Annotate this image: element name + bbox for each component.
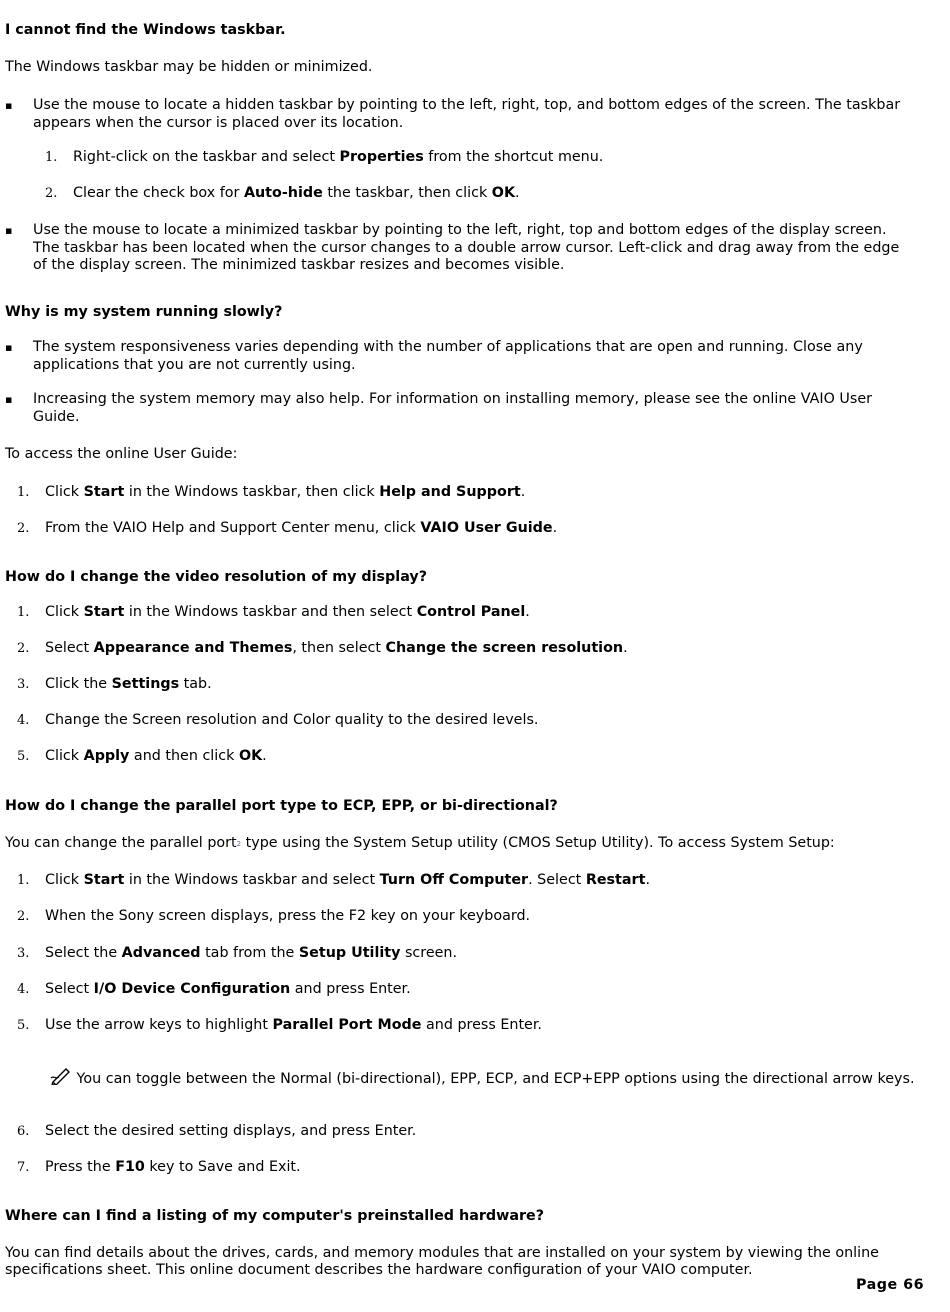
parallel-intro: You can change the parallel port2 type using the System Setup utility (CMOS Setup Utility). To access System Setup:	[5, 835, 835, 851]
step-text: Select I/O Device Configuration and press Enter.	[45, 981, 411, 997]
step-text: Click Start in the Windows taskbar and then select Control Panel.	[45, 604, 530, 620]
note-text: You can toggle between the Normal (bi-directional), EPP, ECP, and ECP+EPP options using the directional arrow keys.	[72, 1071, 915, 1087]
footnote-link[interactable]: 2	[236, 840, 242, 848]
step-text: Select the desired setting displays, and press Enter.	[45, 1123, 417, 1139]
step-text: Clear the check box for Auto-hide the taskbar, then click OK.	[73, 185, 520, 201]
taskbar-intro: The Windows taskbar may be hidden or minimized.	[5, 59, 373, 75]
step-number: 6.	[17, 1124, 30, 1139]
step-text: Click the Settings tab.	[45, 676, 212, 692]
step-number: 4.	[17, 982, 30, 997]
step-text: Right-click on the taskbar and select Properties from the shortcut menu.	[73, 149, 604, 165]
step-number: 3.	[17, 946, 30, 961]
heading-parallel: How do I change the parallel port type to ECP, EPP, or bi-directional?	[5, 798, 558, 814]
step-number: 3.	[17, 677, 30, 692]
heading-slow: Why is my system running slowly?	[5, 304, 283, 320]
step-text: Click Apply and then click OK.	[45, 748, 267, 764]
step-number: 1.	[17, 485, 30, 500]
step-text: Select Appearance and Themes, then select Change the screen resolution.	[45, 640, 628, 656]
bullet-icon: ▪	[5, 224, 13, 237]
step-number: 5.	[17, 1018, 30, 1033]
access-text: To access the online User Guide:	[5, 446, 238, 462]
bullet-icon: ▪	[5, 341, 13, 354]
step-text: Use the arrow keys to highlight Parallel Port Mode and press Enter.	[45, 1017, 542, 1033]
step-number: 1.	[45, 150, 58, 165]
step-text: Click Start in the Windows taskbar and select Turn Off Computer. Select Restart.	[45, 872, 650, 888]
step-text: When the Sony screen displays, press the F2 key on your keyboard.	[45, 908, 531, 924]
step-number: 7.	[17, 1160, 30, 1175]
step-number: 2.	[17, 641, 30, 656]
page-number: Page 66	[856, 1277, 925, 1293]
bullet-text: Increasing the system memory may also help. For information on installing memory, please see the online VAIO User Guide.	[33, 391, 872, 425]
heading-video: How do I change the video resolution of my display?	[5, 569, 428, 585]
step-number: 1.	[17, 873, 30, 888]
heading-taskbar: I cannot find the Windows taskbar.	[5, 22, 286, 38]
bullet-text: Use the mouse to locate a hidden taskbar by pointing to the left, right, top, and bottom edges of the screen. The taskbar appears when the cursor is placed over its location.	[33, 97, 901, 131]
note-block	[50, 1067, 920, 1089]
step-number: 2.	[17, 521, 30, 536]
hardware-text: You can find details about the drives, cards, and memory modules that are installed on your system by viewing the online specifications sheet. This online document describes the hardware configuration of your VAIO computer.	[5, 1245, 879, 1278]
bullet-text: The system responsiveness varies depending with the number of applications that are open and running. Close any applications that you are not currently using.	[33, 339, 863, 373]
step-number: 2.	[17, 909, 30, 924]
heading-hardware: Where can I find a listing of my computer's preinstalled hardware?	[5, 1208, 545, 1224]
step-number: 2.	[45, 186, 58, 201]
step-text: Select the Advanced tab from the Setup Utility screen.	[45, 945, 458, 961]
step-number: 5.	[17, 749, 30, 764]
step-text: Click Start in the Windows taskbar, then click Help and Support.	[45, 484, 526, 500]
step-text: Press the F10 key to Save and Exit.	[45, 1159, 301, 1175]
bullet-text: Use the mouse to locate a minimized taskbar by pointing to the left, right, top and bottom edges of the display screen. The taskbar has been located when the cursor changes to a double arrow cursor. Left-click and drag away from the edge of the display screen. The minimized taskbar resizes and becomes visible.	[33, 222, 900, 273]
step-text: From the VAIO Help and Support Center menu, click VAIO User Guide.	[45, 520, 558, 536]
step-number: 1.	[17, 605, 30, 620]
step-number: 4.	[17, 713, 30, 728]
bullet-icon: ▪	[5, 393, 13, 406]
bullet-icon: ▪	[5, 99, 13, 112]
step-text: Change the Screen resolution and Color quality to the desired levels.	[45, 712, 539, 728]
pencil-note-icon	[50, 1067, 72, 1085]
